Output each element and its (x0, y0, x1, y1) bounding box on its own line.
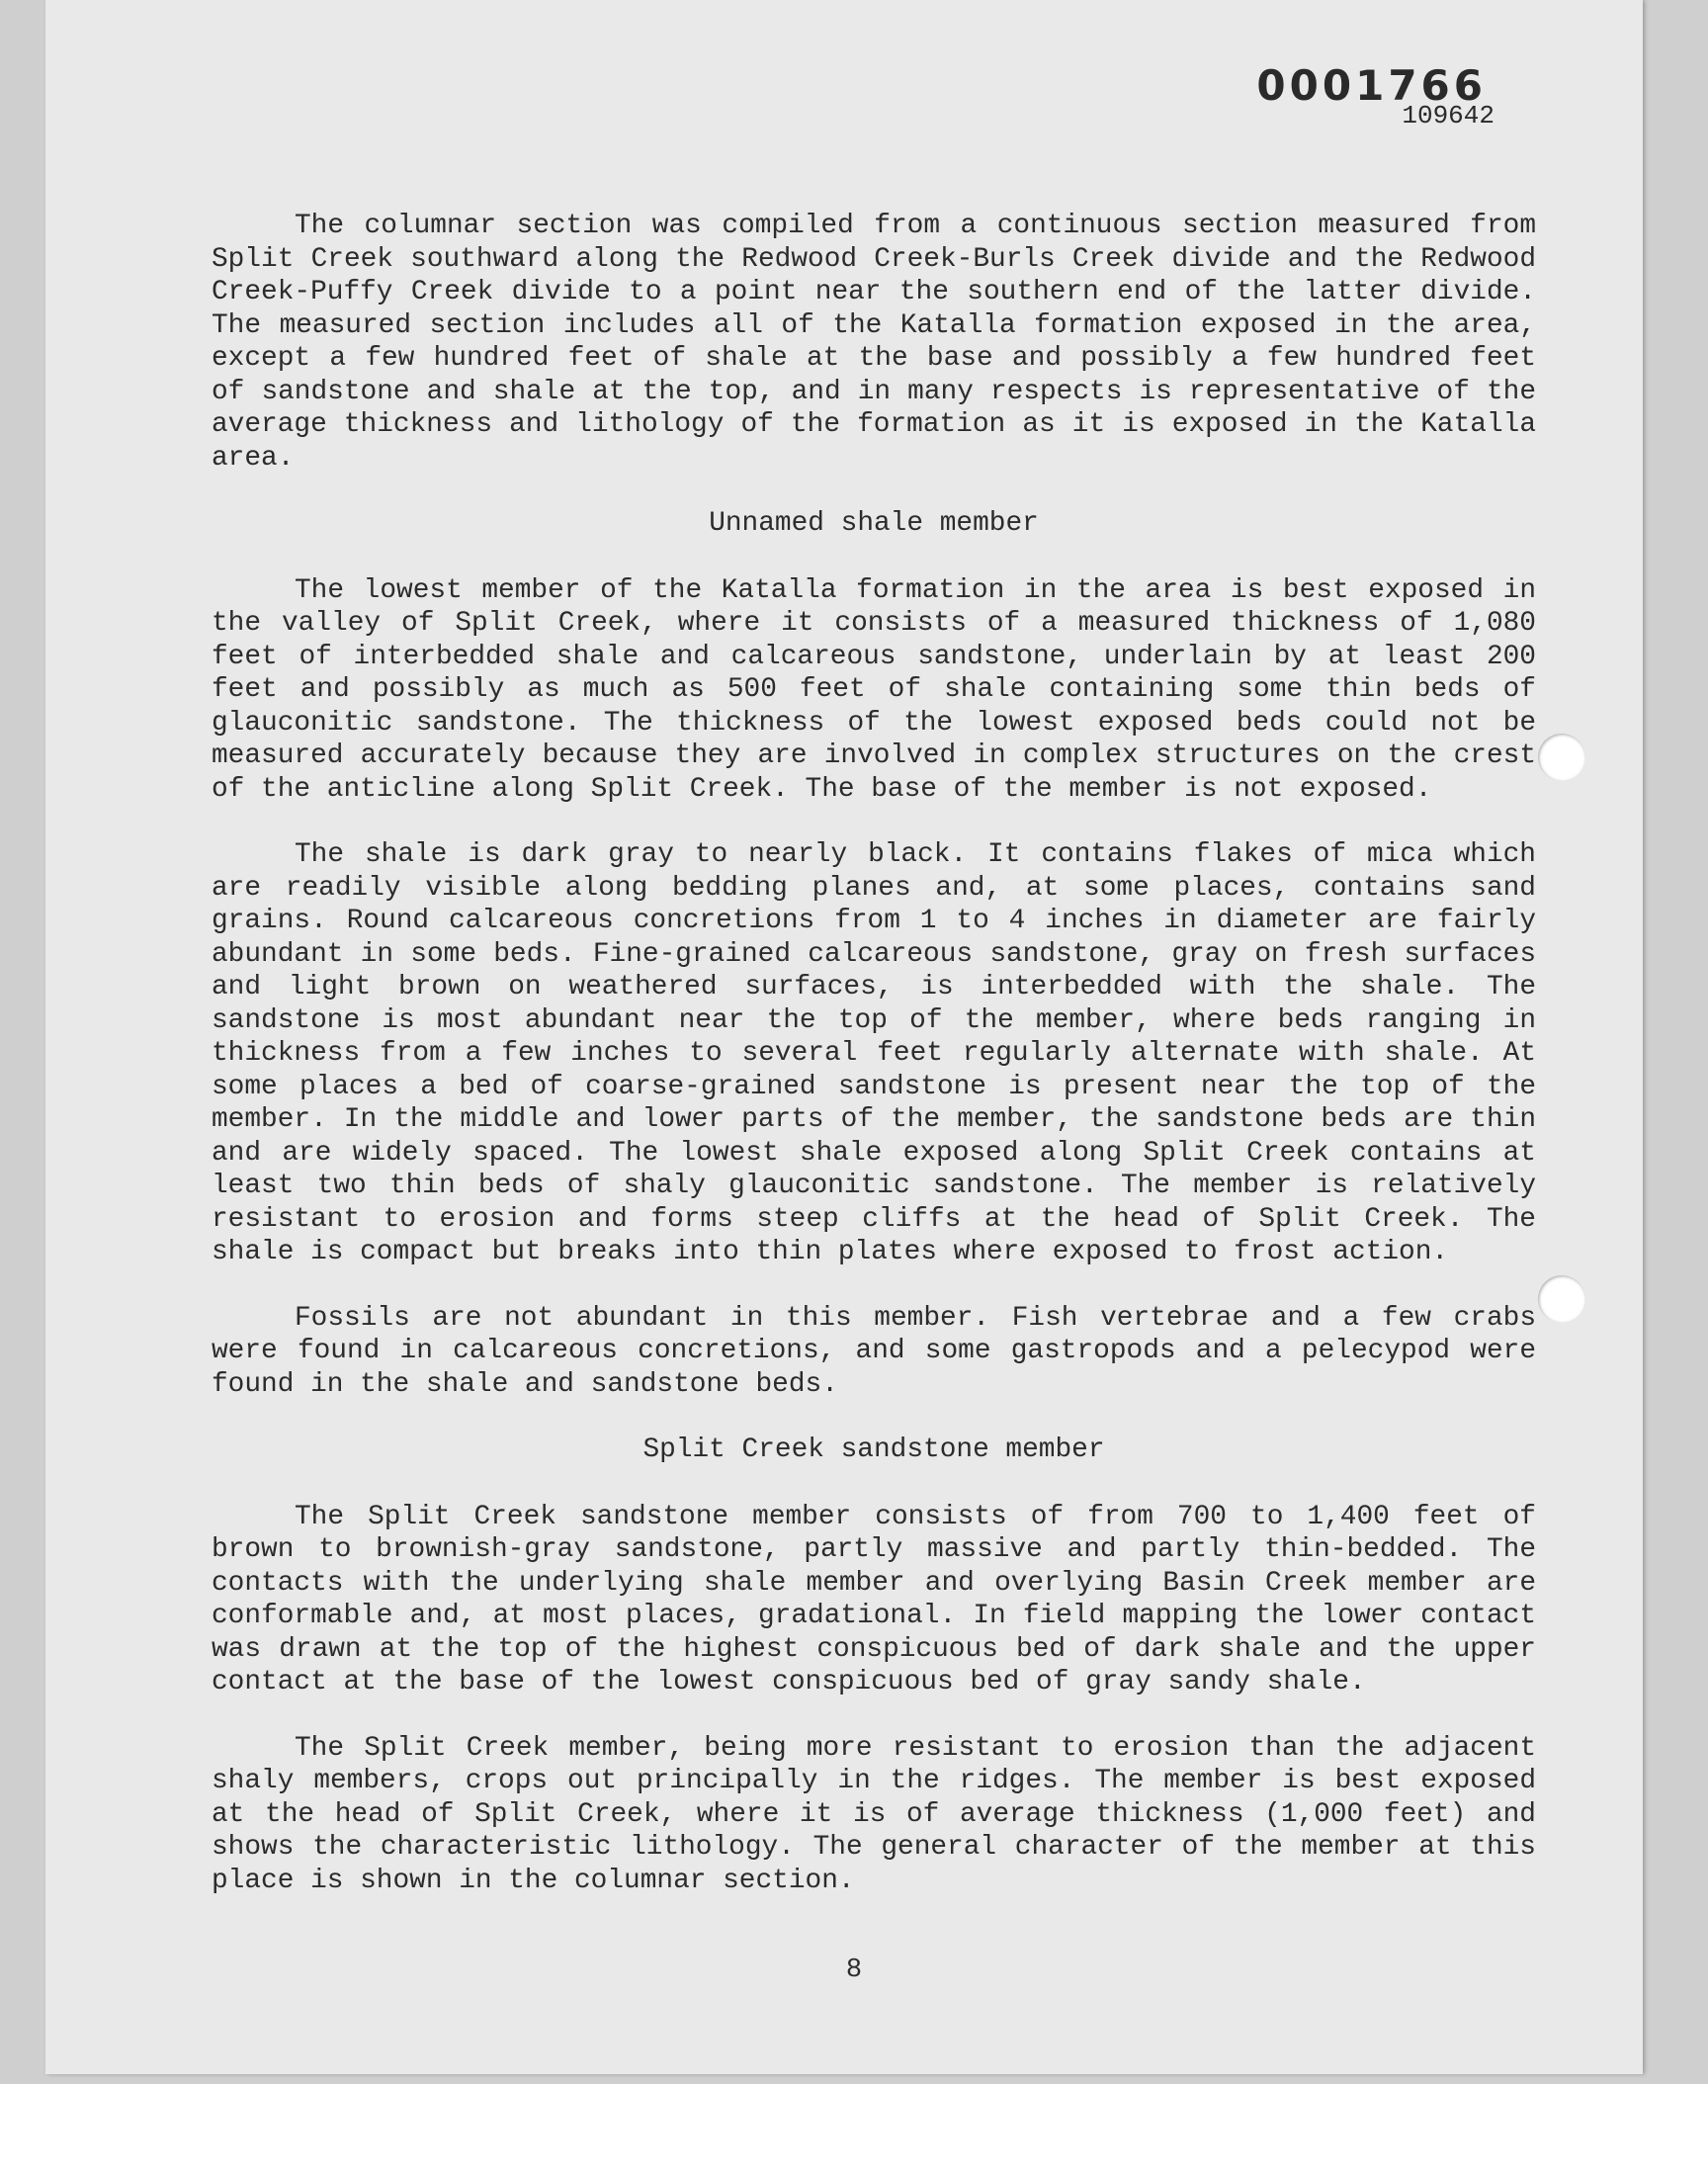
stamp-number: 0001766 (1256, 61, 1487, 110)
unnamed-shale-paragraph-2: The shale is dark gray to nearly black. It contains flakes of mica which are readily visible along bedding planes and, at some places, contains sand grains. Round calcareous concretions from 1 to 4 inches in diameter are fairly abundant in some beds. Fine-grained calcareous sandstone, gray on fresh surfaces and light brown on weathered surfaces, is interbedded with the shale. The sandstone is most abundant near the top of the member, where beds ranging in thickness from a few inches to several feet regularly alternate with shale. At some places a bed of coarse-grained sandstone is present near the top of the member. In the middle and lower parts of the member, the sandstone beds are thin and are widely spaced. The lowest shale exposed along Split Creek contains at least two thin beds of shaly glauconitic sandstone. The member is relatively resistant to erosion and forms steep cliffs at the head of Split Creek. The shale is compact but breaks into thin plates where exposed to frost action. (212, 839, 1536, 1267)
split-creek-paragraph-2: The Split Creek member, being more resistant to erosion than the adjacent shaly members, crops out principally in the ridges. The member is best exposed at the head of Split Creek, where it is of average thickness (1,000 feet) and shows the characteristic lithology. The general character of the member at this place is shown in the columnar section. (212, 1732, 1536, 1896)
page-body (212, 210, 1536, 1930)
intro-paragraph: The columnar section was compiled from a continuous section measured from Split Creek southward along the Redwood Creek-Burls Creek divide and the Redwood Creek-Puffy Creek divide to a point near the southern end of the latter divide. The measured section includes all of the Katalla formation exposed in the area, except a few hundred feet of shale at the base and possibly a few hundred feet of sandstone and shale at the top, and in many respects is representative of the average thickness and lithology of the formation as it is exposed in the Katalla area. (212, 211, 1536, 474)
unnamed-shale-paragraph-1: The lowest member of the Katalla formation in the area is best exposed in the valley of Split Creek, where it consists of a measured thickness of 1,080 feet of interbedded shale and calcareous sandstone, underlain by at least 200 feet and possibly as much as 500 feet of shale containing some thin beds of glauconitic sandstone. The thickness of the lowest exposed beds could not be measured accurately because they are involved in complex structures on the crest of the anticline along Split Creek. The base of the member is not exposed. (212, 574, 1536, 805)
unnamed-shale-paragraph-3: Fossils are not abundant in this member. Fish vertebrae and a few crabs were found in calcareous concretions, and some gastropods and a pelecypod were found in the shale and sandstone beds. (212, 1302, 1536, 1400)
punch-hole-upper (1538, 734, 1585, 781)
page-number: 8 (845, 1956, 863, 1985)
split-creek-paragraph-1: The Split Creek sandstone member consists of from 700 to 1,400 feet of brown to brownish-gray sandstone, partly massive and partly thin-bedded. The contacts with the underlying shale member and overlying Basin Creek member are conformable and, at most places, gradational. In field mapping the lower contact was drawn at the top of the highest conspicuous bed of dark shale and the upper contact at the base of the lowest conspicuous bed of gray sandy shale. (212, 1501, 1536, 1697)
section-heading-unnamed-shale: Unnamed shale member (709, 508, 1039, 539)
punch-hole-lower (1538, 1275, 1585, 1323)
document-number: 109642 (1402, 101, 1494, 130)
section-heading-split-creek: Split Creek sandstone member (642, 1435, 1105, 1465)
document-stamp (1256, 61, 1494, 130)
